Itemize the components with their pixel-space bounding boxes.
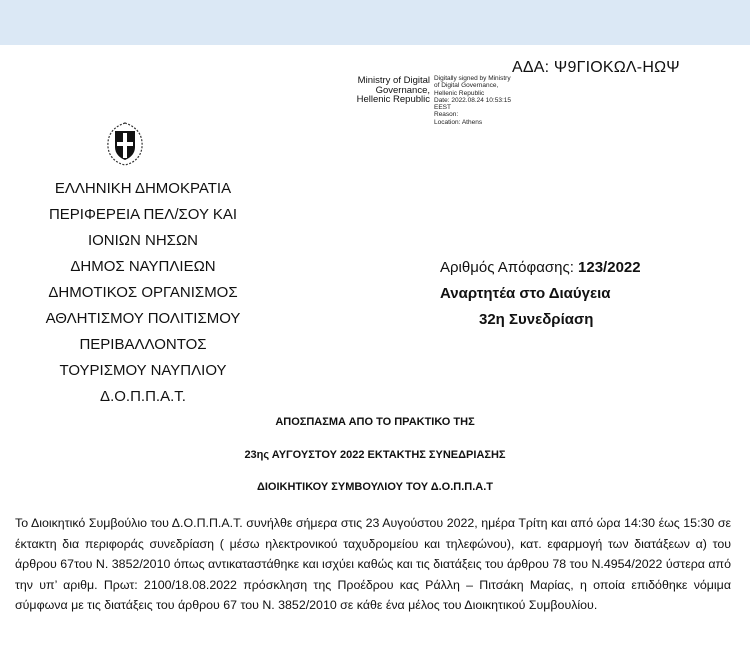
- signature-detail-line: of Digital Governance,: [434, 82, 499, 90]
- signature-detail-line: Location: Athens: [434, 118, 483, 126]
- session-number: 32η Συνεδρίαση: [479, 311, 594, 328]
- posting-note: Αναρτητέα στο Διαύγεια: [440, 285, 611, 302]
- signature-detail-line: EEST: [434, 104, 451, 112]
- meeting-date-title: 23ης ΑΥΓΟΥΣΤΟΥ 2022 ΕΚΤΑΚΤΗΣ ΣΥΝΕΔΡΙΑΣΗΣ: [244, 449, 506, 461]
- issuer-line: ΙΟΝΙΩΝ ΝΗΣΩΝ: [87, 232, 199, 249]
- signature-org-line: Governance,: [375, 84, 430, 96]
- signature-detail-line: Hellenic Republic: [434, 89, 485, 97]
- signature-org-line: Ministry of Digital: [357, 75, 430, 86]
- issuer-line: ΔΗΜΟΤΙΚΟΣ ΟΡΓΑΝΙΣΜΟΣ: [48, 284, 238, 301]
- issuer-line: ΤΟΥΡΙΣΜΟΥ ΝΑΥΠΛΙΟΥ: [59, 362, 227, 379]
- top-banner: [0, 0, 750, 45]
- issuer-line: ΑΘΛΗΤΙΣΜΟΥ ΠΟΛΙΤΙΣΜΟΥ: [45, 310, 241, 327]
- issuer-block: [18, 176, 268, 410]
- board-title: ΔΙΟΙΚΗΤΙΚΟΥ ΣΥΜΒΟΥΛΙΟΥ ΤΟΥ Δ.Ο.Π.Π.Α.Τ: [256, 481, 494, 493]
- signature-detail-line: Date: 2022.08.24 10:53:15: [434, 96, 511, 104]
- signature-organization: [348, 76, 430, 105]
- issuer-line: ΠΕΡΙΦΕΡΕΙΑ ΠΕΛ/ΣΟΥ ΚΑΙ: [48, 206, 238, 223]
- decision-number-label: Αριθμός Απόφασης:: [440, 259, 574, 276]
- issuer-line: ΔΗΜΟΣ ΝΑΥΠΛΙΕΩΝ: [70, 258, 216, 275]
- decision-info: [440, 255, 700, 333]
- signature-detail-line: Digitally signed by Ministry: [434, 75, 511, 82]
- issuer-line: ΠΕΡΙΒΑΛΛΟΝΤΟΣ: [79, 336, 207, 353]
- ada-code: ΑΔΑ: Ψ9ΓΙΟΚΩΛ-ΗΩΨ: [512, 59, 680, 76]
- signature-org-line: Hellenic Republic: [356, 94, 430, 105]
- issuer-line: Δ.Ο.Π.Π.Α.Τ.: [100, 388, 186, 405]
- decision-number-row: [440, 255, 700, 281]
- hellenic-republic-emblem-icon: [99, 117, 151, 169]
- decision-number-value: 123/2022: [578, 259, 641, 276]
- extract-title: ΑΠΟΣΠΑΣΜΑ ΑΠΟ ΤΟ ΠΡΑΚΤΙΚΟ ΤΗΣ: [275, 416, 475, 428]
- minutes-paragraph: Το Διοικητικό Συμβούλιο του Δ.Ο.Π.Π.Α.Τ. συνήλθε σήμερα στις 23 Αυγούστου 2022, ημέρα Τρίτη και από ώρα 14:30 έως 15:30 σε έκτακτη δια περιφοράς συνεδρίαση ( μέσω ηλεκτρονικού ταχυδρομείου και τηλεφώνου), κατ. εφαρμογή των διατάξεων α) του άρθρου 67του Ν. 3852/2010 όπως αντικαταστάθηκε και ισχύει καθώς και τις διατάξεις του άρθρου 78 του Ν.4954/2022 ύστερα από την υπ’ αριθμ. Πρωτ: 2100/18.08.2022 πρόσκληση της Προέδρου κας Ράλλη – Πιτσάκη Μαρίας, η οποία επιδόθηκε νόμιμα σύμφωνα με τις διατάξεις του άρθρου 67 του Ν. 3852/2010 σε κάθε ένα μέλος του Διοικητικού Συμβουλίου.: [15, 516, 731, 612]
- signature-detail-line: Reason:: [434, 111, 459, 119]
- issuer-line: ΕΛΛΗΝΙΚΗ ΔΗΜΟΚΡΑΤΙΑ: [54, 180, 232, 197]
- digital-signature-details: [434, 75, 511, 126]
